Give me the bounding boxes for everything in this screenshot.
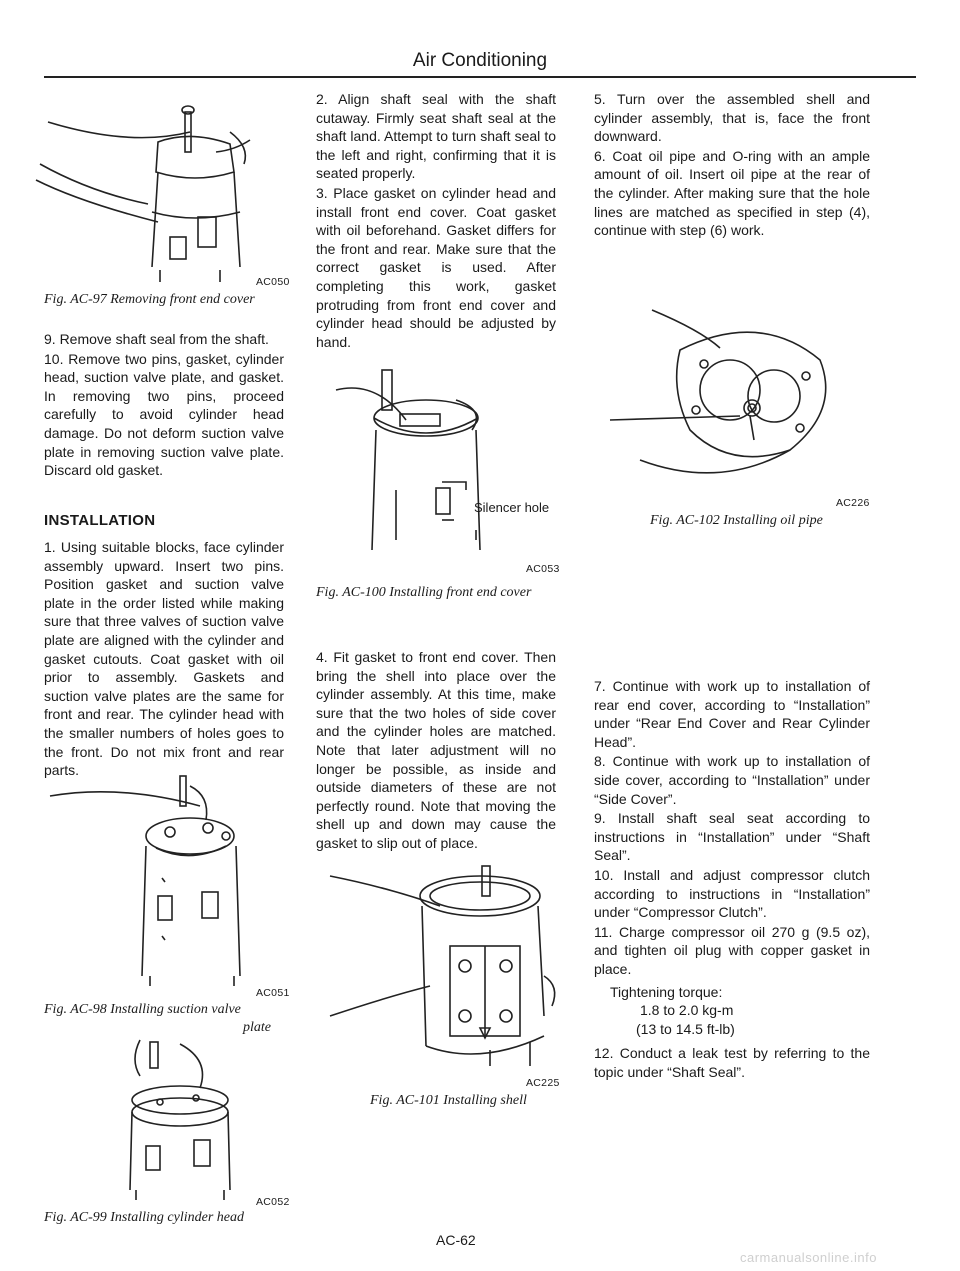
install-step-6: 6. Coat oil pipe and O-ring with an ample amount of oil. Insert oil pipe at the rear of the cylinder. After making sure that the hole lines are matched as specified in step (4), continue with step (6) work. (594, 147, 870, 239)
tightening-torque-ftlb: (13 to 14.5 ft-lb) (636, 1020, 735, 1037)
install-step-1: 1. Using suitable blocks, face cylinder assembly upward. Insert two pins. Position gasket and suction valve plate in the order listed while making sure that three valves of suction valve plate are aligned with the cylinder and gasket cutouts. Coat gasket with oil prior to assembly. Gaskets and suction valve plates are the same for front and rear. The cylinder head with the smaller numbers of holes goes to the front. Do not mix front and rear parts. (44, 539, 284, 779)
figure-ac99-illustration (100, 1040, 260, 1200)
figure-ac97-caption: Fig. AC-97 Removing front end cover (44, 292, 255, 307)
figure-ac99-caption: Fig. AC-99 Installing cylinder head (44, 1210, 244, 1225)
install-step-3: 3. Place gasket on cylinder head and install front end cover. Coat gasket with oil beforehand. Gasket differs for the front and rear. Make sure that the correct gasket is used. After completing this work, gasket protruding from front end cover and cylinder head should be adjusted by hand. (316, 184, 556, 350)
figure-ac100-illustration (336, 370, 556, 560)
install-step-8: 8. Continue with work up to installation of side cover, according to “Installation” under “Side Cover”. (594, 753, 870, 807)
install-step-12: 12. Conduct a leak test by referring to the topic under “Shaft Seal”. (594, 1045, 870, 1080)
figure-ac100-code: AC053 (526, 563, 560, 575)
figure-ac100-caption: Fig. AC-100 Installing front end cover (316, 585, 532, 600)
figure-ac101-caption: Fig. AC-101 Installing shell (370, 1093, 527, 1108)
figure-ac101-illustration (330, 866, 560, 1066)
watermark: carmanualsonline.info (740, 1250, 877, 1265)
install-step-4: 4. Fit gasket to front end cover. Then bring the shell into place over the cylinder assembly. At this time, make sure that the two holes of side cover and the cylinder holes are matched. Note that later adjustment will no longer be possible, as inside and outside diameters of these are not perfectly round. Note that moving the shell up and down may cause the gasket to slip out of place. (316, 649, 556, 851)
figure-ac97-illustration (30, 92, 290, 282)
silencer-hole-label: Silencer hole (474, 500, 550, 515)
install-step-5: 5. Turn over the assembled shell and cylinder assembly, that is, face the front downward. (594, 91, 870, 145)
figure-ac102-illustration (600, 300, 860, 490)
figure-ac98-caption-line2: plate (243, 1020, 271, 1035)
column-3-text-top (594, 90, 870, 241)
tightening-torque-label: Tightening torque: (610, 983, 723, 1000)
column-3-text-bottom (594, 677, 870, 1082)
column-2-text-bottom (316, 648, 556, 854)
column-2-text-top (316, 90, 556, 352)
step-9-remove-shaft-seal: 9. Remove shaft seal from the shaft. (44, 331, 269, 347)
step-10-remove-pins: 10. Remove two pins, gasket, cylinder head, suction valve plate, and gasket. In removing two pins, proceed carefully to avoid cylinder head damage. Do not deform suction valve plate in removing suction valve plate. Discard old gasket. (44, 350, 284, 479)
figure-ac98-code: AC051 (256, 987, 290, 999)
page-header: Air Conditioning (412, 50, 548, 71)
install-step-9: 9. Install shaft seal seat according to instructions in “Installation” under “Shaft Seal”. (594, 810, 870, 864)
install-step-10: 10. Install and adjust compressor clutch according to instructions in “Installation” under “Compressor Clutch”. (594, 866, 870, 921)
figure-ac101-code: AC225 (526, 1077, 560, 1089)
figure-ac102-code: AC226 (836, 497, 870, 509)
figure-ac102-caption: Fig. AC-102 Installing oil pipe (650, 513, 823, 528)
figure-ac98-illustration (50, 776, 290, 986)
page-number: AC-62 (436, 1232, 476, 1248)
figure-ac98-caption-line1: Fig. AC-98 Installing suction valve (44, 1002, 241, 1017)
header-rule (44, 76, 916, 78)
column-1-text-install (44, 538, 284, 781)
install-step-7: 7. Continue with work up to installation of rear end cover, according to “Installation” under “Rear End Cover and Rear Cylinder Head”. (594, 678, 870, 750)
column-1-text-top (44, 330, 284, 481)
install-step-11: 11. Charge compressor oil 270 g (9.5 oz), and tighten oil plug with copper gasket in place. (594, 923, 870, 977)
tightening-torque-kgm: 1.8 to 2.0 kg-m (640, 1002, 734, 1019)
figure-ac99-code: AC052 (256, 1196, 290, 1208)
install-step-2: 2. Align shaft seal with the shaft cutaway. Firmly seat shaft seal at the shaft land. Attempt to turn shaft seal to the left and right, confirming that it is seated properly. (316, 91, 556, 182)
installation-heading: INSTALLATION (44, 512, 156, 529)
figure-ac97-code: AC050 (256, 276, 290, 288)
